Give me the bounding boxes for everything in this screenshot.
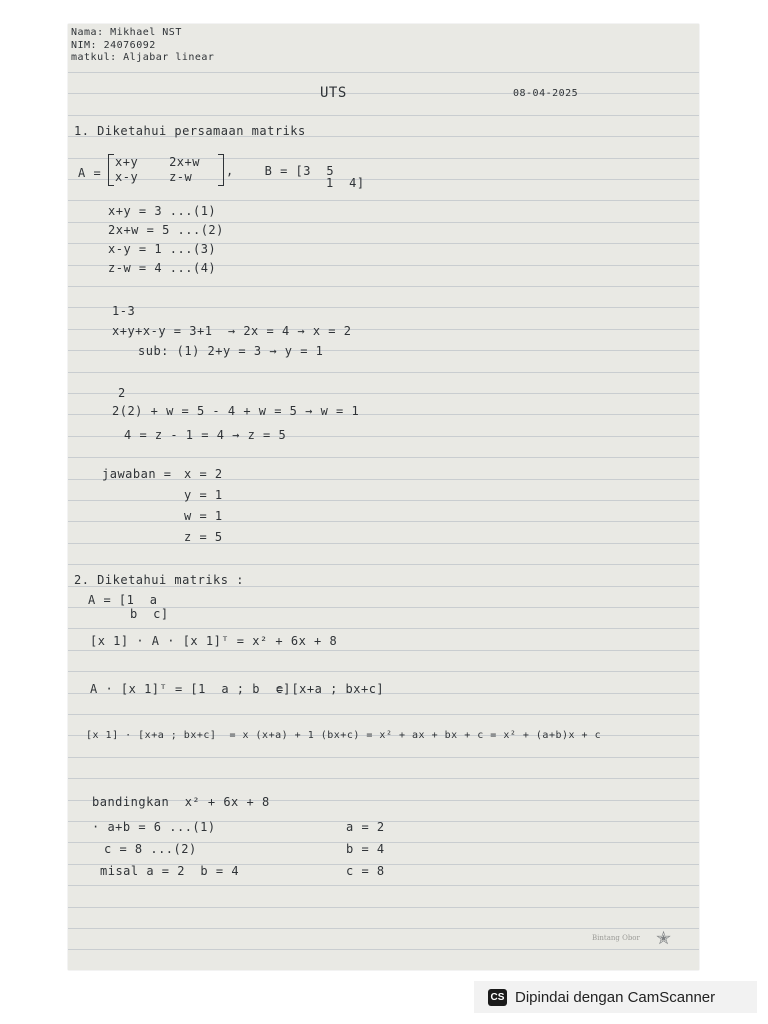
ruled-line <box>68 714 699 715</box>
q1-heading: 1. Diketahui persamaan matriks <box>74 124 306 138</box>
ruled-line <box>68 93 699 94</box>
q1-step1-line1: x+y+x-y = 3+1 → 2x = 4 → x = 2 <box>112 324 352 338</box>
q2-line1: [x 1] · A · [x 1]ᵀ = x² + 6x + 8 <box>90 634 338 648</box>
q1-answer-y: y = 1 <box>184 488 223 502</box>
course-name: matkul: Aljabar linear <box>71 52 215 63</box>
q2-cond-2: c = 8 ...(2) <box>104 842 197 856</box>
q1-matrix-b-2: 1 4] <box>326 176 365 190</box>
star-logo-icon: ✭ <box>656 928 672 949</box>
ruled-line <box>68 393 699 394</box>
q1-step2-line1: 2(2) + w = 5 - 4 + w = 5 → w = 1 <box>112 404 360 418</box>
q2-line2-left: A · [x 1]ᵀ = [1 a ; b c] <box>90 682 291 696</box>
q1-matrix-a-label: A = <box>78 166 102 180</box>
q1-matrix-a-row2: x-y z-w <box>115 170 193 184</box>
ruled-line <box>68 307 699 308</box>
q1-answer-z: z = 5 <box>184 530 223 544</box>
q2-line2-right: = [x+a ; bx+c] <box>276 682 385 696</box>
ruled-line <box>68 671 699 672</box>
exam-title: UTS <box>320 85 347 101</box>
camscanner-text: Dipindai dengan CamScanner <box>515 988 716 1006</box>
ruled-line <box>68 907 699 908</box>
camscanner-icon: CS <box>488 989 507 1006</box>
ruled-line <box>68 928 699 929</box>
ruled-line <box>68 457 699 458</box>
student-name: Nama: Mikhael NST <box>71 27 182 38</box>
ruled-line <box>68 949 699 950</box>
ruled-line <box>68 564 699 565</box>
ruled-line <box>68 372 699 373</box>
ruled-line <box>68 885 699 886</box>
ruled-line <box>68 286 699 287</box>
q1-step1-line2: sub: (1) 2+y = 3 → y = 1 <box>138 344 324 358</box>
ruled-line <box>68 543 699 544</box>
ruled-line <box>68 72 699 73</box>
ruled-line <box>68 200 699 201</box>
q2-matrix-def-2: b c] <box>130 607 169 621</box>
q1-answer-label: jawaban = <box>102 467 172 481</box>
q1-step2-line2: 4 = z - 1 = 4 → z = 5 <box>124 428 287 442</box>
q1-answer-x: x = 2 <box>184 467 223 481</box>
exam-date: 08-04-2025 <box>513 88 579 99</box>
matrix-bracket-left <box>108 154 114 186</box>
q1-matrix-b: , B = [3 5 <box>226 164 335 178</box>
q2-cond-1: · a+b = 6 ...(1) <box>92 820 216 834</box>
ruled-line <box>68 757 699 758</box>
q2-compare: bandingkan x² + 6x + 8 <box>92 795 270 809</box>
q1-eq-2: 2x+w = 5 ...(2) <box>108 223 224 237</box>
ruled-line <box>68 650 699 651</box>
notebook-brand: Bintang Obor <box>592 934 640 942</box>
q1-eq-4: z-w = 4 ...(4) <box>108 261 217 275</box>
q1-eq-3: x-y = 1 ...(3) <box>108 242 217 256</box>
q2-result-c: c = 8 <box>346 864 385 878</box>
camscanner-watermark <box>474 981 757 1013</box>
q1-matrix-a-row1: x+y 2x+w <box>115 155 200 169</box>
q2-heading: 2. Diketahui matriks : <box>74 573 244 587</box>
ruled-line <box>68 521 699 522</box>
ruled-line <box>68 115 699 116</box>
q2-result-a: a = 2 <box>346 820 385 834</box>
q1-step1-label: 1-3 <box>112 304 136 318</box>
q2-line3: [x 1] · [x+a ; bx+c] = x (x+a) + 1 (bx+c) = x² + ax + bx + c = x² + (a+b)x + c <box>86 730 602 741</box>
ruled-line <box>68 778 699 779</box>
q2-result-b: b = 4 <box>346 842 385 856</box>
ruled-line <box>68 500 699 501</box>
q1-eq-1: x+y = 3 ...(1) <box>108 204 217 218</box>
q2-cond-3: misal a = 2 b = 4 <box>100 864 240 878</box>
q1-step2-label: 2 <box>118 386 126 400</box>
student-nim: NIM: 24076092 <box>71 40 156 51</box>
q2-matrix-def: A = [1 a <box>88 593 158 607</box>
ruled-line <box>68 628 699 629</box>
matrix-bracket-right <box>218 154 224 186</box>
q1-answer-w: w = 1 <box>184 509 223 523</box>
notebook-page <box>68 24 699 970</box>
